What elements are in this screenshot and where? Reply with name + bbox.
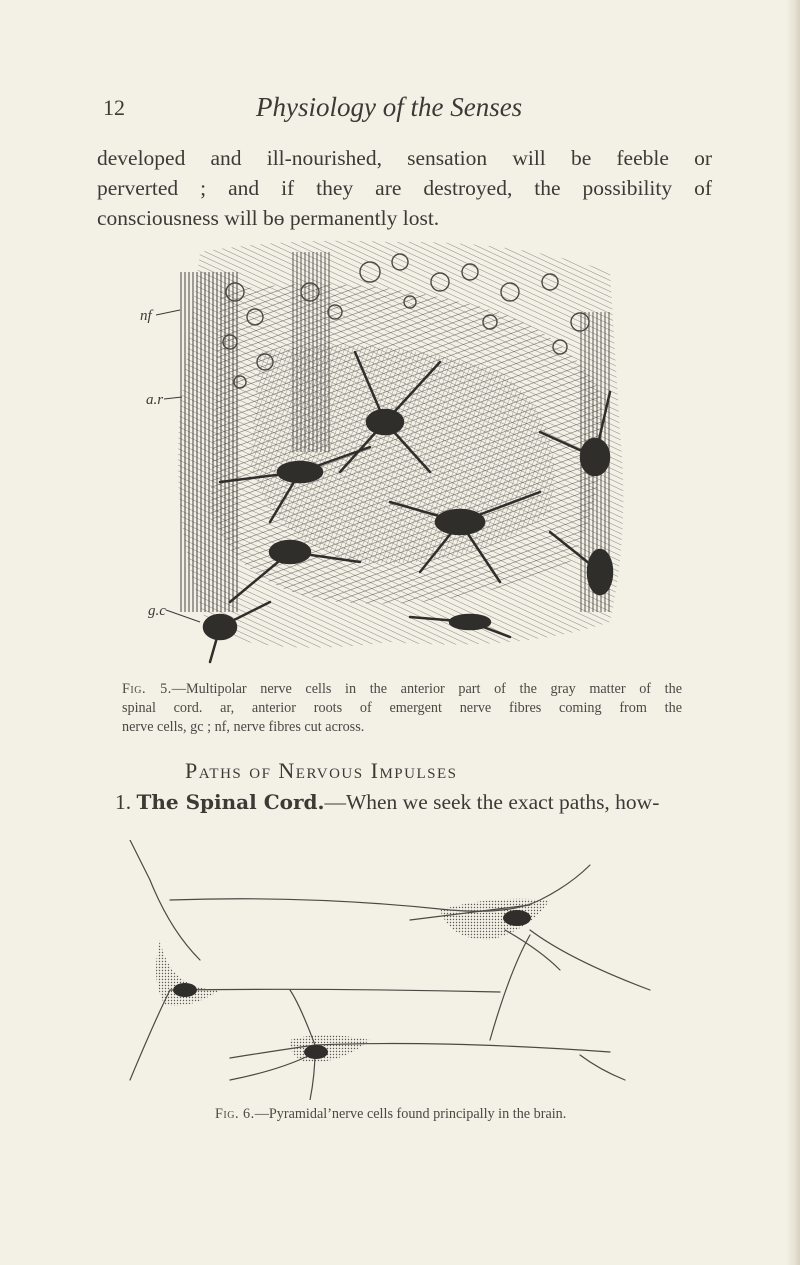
caption-fig-label: Fig. 5. xyxy=(122,681,172,697)
section-heading: Paths of Nervous Impulses xyxy=(185,758,458,783)
caption-line: spinal cord. ar, anterior roots of emergent nerve fibres coming from the xyxy=(122,700,682,716)
figure-5-caption xyxy=(122,680,682,737)
running-head: Physiology of the Senses xyxy=(256,92,523,122)
caption-line: nerve cells, gc ; nf, nerve fibres cut across. xyxy=(122,719,365,735)
subsection-number: 1. xyxy=(115,790,132,814)
caption-line xyxy=(215,1105,635,1124)
figure-6-illustration xyxy=(110,840,670,1100)
label-ar: a.r xyxy=(146,392,164,408)
page-edge-shadow xyxy=(786,0,800,1265)
body-paragraph xyxy=(97,143,712,233)
caption-line xyxy=(122,680,682,699)
subsection-line xyxy=(115,790,659,815)
body-line: consciousness will bɵ permanently lost. xyxy=(97,206,440,230)
page-number: 12 xyxy=(103,95,125,120)
subsection-text: —When we seek the exact paths, how- xyxy=(324,790,660,814)
figure-6-caption xyxy=(215,1105,635,1124)
caption-text: —Pyramidal’nerve cells found principally in the brain. xyxy=(254,1106,567,1122)
label-gc: g.c xyxy=(148,603,166,619)
body-line: developed and ill-nourished, sensation will be feeble or xyxy=(97,146,712,170)
subsection-title: The Spinal Cord. xyxy=(136,790,325,814)
figure-5-illustration xyxy=(140,232,640,672)
caption-text: —Multipolar nerve cells in the anterior part of the gray matter of the xyxy=(171,681,682,697)
body-line: perverted ; and if they are destroyed, the possibility of xyxy=(97,176,712,200)
label-nf: nf xyxy=(140,308,152,324)
caption-fig-label: Fig. 6. xyxy=(215,1106,255,1122)
